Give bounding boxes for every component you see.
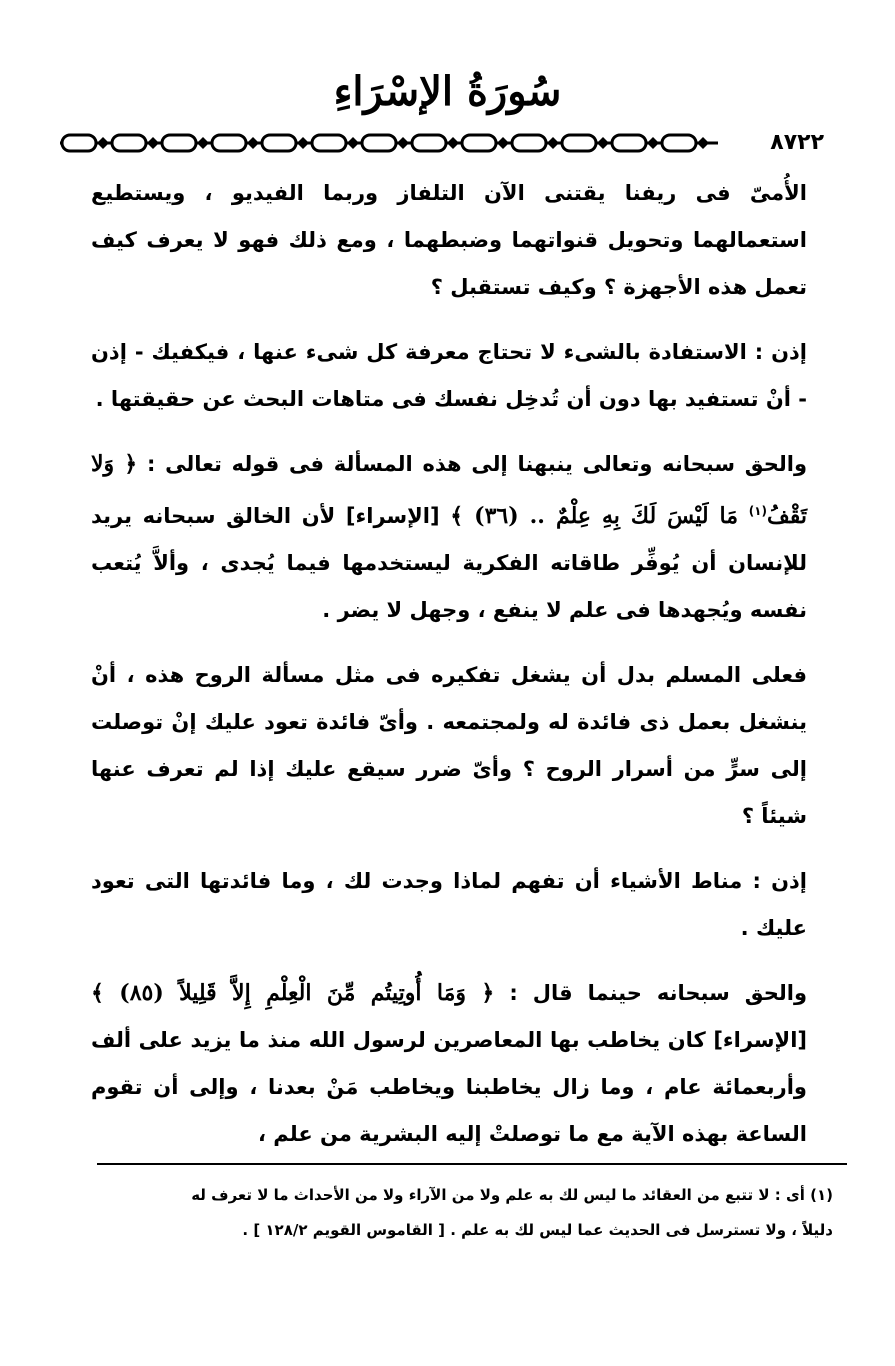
footnote-line-2: دليلاً ، ولا تسترسل فى الحديث عما ليس لك به علم . [ القاموس القويم ١٢٨/٢ ] .	[242, 1221, 833, 1239]
paragraph-5: إذن : مناط الأشياء أن تفهم لماذا وجدت لك ، وما فائدتها التى تعود عليك .	[91, 869, 807, 940]
footnote-line-1: (١) أى : لا تتبع من العقائد ما ليس لك به علم ولا من الآراء ولا من الأحداث ما لا تعرف له	[191, 1186, 833, 1204]
chain-diamond	[147, 137, 159, 149]
footnote-marker[interactable]: (١)	[748, 504, 767, 518]
surah-title: سُورَةُ الإسْرَاءِ	[333, 68, 562, 115]
chain-diamond	[597, 137, 609, 149]
chain-diamond	[347, 137, 359, 149]
chain-link	[662, 135, 696, 151]
quran-verse-36-open: ﴿ وَلا تَقْفُ	[91, 451, 808, 529]
footnote	[87, 1178, 833, 1248]
chain-link	[162, 135, 196, 151]
chain-link	[512, 135, 546, 151]
main-text	[91, 170, 807, 1176]
chain-diamond	[297, 137, 309, 149]
quran-verse-36-rest: مَا لَيْسَ لَكَ بِهِ عِلْمٌ .. (٣٦) ﴾	[450, 503, 739, 529]
chain-link	[562, 135, 596, 151]
quran-verse-85: ﴿ وَمَا أُوتِيتُم مِّنَ الْعِلْمِ إِلاَّ قَلِيلاً (٨٥) ﴾	[91, 980, 495, 1006]
paragraph-3	[91, 441, 807, 634]
chain-diamond	[397, 137, 409, 149]
footnote-divider	[97, 1163, 847, 1165]
paragraph-3-rest: لأن الخالق سبحانه يريد للإنسان أن يُوفِّر طاقاته الفكرية ليستخدمها فيما يُجدى ، وألاَّ يُتعب نفسه ويُجهدها فى علم لا ينفع ، وجهل لا يضر .	[91, 504, 807, 622]
page-number: ٨٧٢٢	[766, 128, 828, 158]
chain-diamond	[547, 137, 559, 149]
paragraph-6-rest: كان يخاطب بها المعاصرين لرسول الله منذ ما يزيد على ألف وأربعمائة عام ، وما زال يخاطبنا ويخاطب مَنْ بعدنا ، وإلى أن تقوم الساعة بهذه الآية مع ما توصلتْ إليه البشرية من علم ،	[91, 1028, 807, 1146]
paragraph-6	[91, 970, 807, 1158]
paragraph-4: فعلى المسلم بدل أن يشغل تفكيره فى مثل مسألة الروح هذه ، أنْ ينشغل بعمل ذى فائدة له ولمجتمعه . وأىّ فائدة تعود عليك إنْ توصلت إلى سرٍّ من أسرار الروح ؟ وأىّ ضرر سيقع عليك إذا لم تعرف عنها شيئاً ؟	[91, 663, 807, 828]
chain-diamond	[447, 137, 459, 149]
chain-diamond	[647, 137, 659, 149]
chain-link	[312, 135, 346, 151]
chain-diamond	[497, 137, 509, 149]
chain-diamond	[697, 137, 709, 149]
chain-link	[262, 135, 296, 151]
chain-link	[212, 135, 246, 151]
paragraph-2: إذن : الاستفادة بالشىء لا تحتاج معرفة كل شىء عنها ، فيكفيك - إذن - أنْ تستفيد بها دون أن تُدخِل نفسك فى متاهات البحث عن حقيقتها .	[91, 340, 807, 411]
verse-reference-36: [الإسراء]	[345, 504, 440, 528]
chain-link	[412, 135, 446, 151]
chain-link	[362, 135, 396, 151]
chain-link	[62, 135, 96, 151]
chain-diamond	[197, 137, 209, 149]
chain-ornament-icon	[58, 128, 828, 158]
chain-diamond	[247, 137, 259, 149]
paragraph-1: الأُمىّ فى ريفنا يقتنى الآن التلفاز وربما الفيديو ، ويستطيع استعمالهما وتحويل قنواتهما وضبطهما ، ومع ذلك فهو لا يعرف كيف تعمل هذه الأجهزة ؟ وكيف تستقبل ؟	[91, 181, 807, 299]
paragraph-3-intro: والحق سبحانه وتعالى ينبهنا إلى هذه المسألة فى قوله تعالى :	[146, 452, 808, 476]
verse-reference-85: [الإسراء]	[713, 1028, 807, 1052]
chain-link	[612, 135, 646, 151]
paragraph-6-intro: والحق سبحانه حينما قال :	[509, 981, 807, 1005]
header-ornament-band	[58, 128, 828, 158]
chain-diamond	[97, 137, 109, 149]
chain-link	[112, 135, 146, 151]
chain-link	[462, 135, 496, 151]
